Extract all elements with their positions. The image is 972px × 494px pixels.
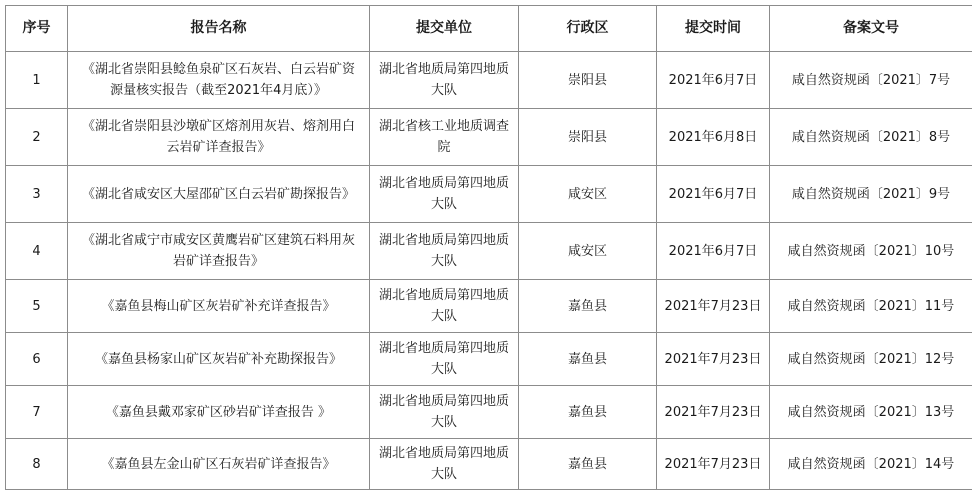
cell-seq: 5 (6, 280, 68, 333)
cell-submit-date: 2021年7月23日 (657, 439, 770, 490)
cell-seq: 3 (6, 166, 68, 223)
cell-filing-number: 咸自然资规函〔2021〕8号 (770, 109, 972, 166)
cell-filing-number: 咸自然资规函〔2021〕10号 (770, 223, 972, 280)
cell-filing-number: 咸自然资规函〔2021〕7号 (770, 52, 972, 109)
cell-submitting-unit: 湖北省地质局第四地质大队 (370, 223, 519, 280)
cell-seq: 7 (6, 386, 68, 439)
cell-report-name: 《嘉鱼县梅山矿区灰岩矿补充详查报告》 (68, 280, 370, 333)
cell-district: 崇阳县 (519, 109, 657, 166)
cell-submitting-unit: 湖北省核工业地质调查院 (370, 109, 519, 166)
cell-filing-number: 咸自然资规函〔2021〕11号 (770, 280, 972, 333)
table-header-row (6, 6, 972, 52)
cell-submit-date: 2021年6月7日 (657, 52, 770, 109)
cell-report-name: 《嘉鱼县戴邓家矿区砂岩矿详查报告 》 (68, 386, 370, 439)
cell-report-name: 《湖北省咸安区大屋邵矿区白云岩矿勘探报告》 (68, 166, 370, 223)
cell-filing-number: 咸自然资规函〔2021〕12号 (770, 333, 972, 386)
cell-submit-date: 2021年6月7日 (657, 166, 770, 223)
cell-submitting-unit: 湖北省地质局第四地质大队 (370, 280, 519, 333)
cell-district: 嘉鱼县 (519, 439, 657, 490)
cell-submitting-unit: 湖北省地质局第四地质大队 (370, 52, 519, 109)
cell-submitting-unit: 湖北省地质局第四地质大队 (370, 386, 519, 439)
cell-submit-date: 2021年7月23日 (657, 333, 770, 386)
cell-seq: 8 (6, 439, 68, 490)
cell-submitting-unit: 湖北省地质局第四地质大队 (370, 333, 519, 386)
cell-report-name: 《嘉鱼县左金山矿区石灰岩矿详查报告》 (68, 439, 370, 490)
header-submitting-unit: 提交单位 (370, 6, 519, 52)
cell-submit-date: 2021年7月23日 (657, 280, 770, 333)
cell-report-name: 《湖北省咸宁市咸安区黄鹰岩矿区建筑石料用灰岩矿详查报告》 (68, 223, 370, 280)
cell-submitting-unit: 湖北省地质局第四地质大队 (370, 439, 519, 490)
report-filing-table (5, 5, 972, 490)
cell-filing-number: 咸自然资规函〔2021〕9号 (770, 166, 972, 223)
cell-district: 咸安区 (519, 166, 657, 223)
cell-report-name: 《湖北省崇阳县沙墩矿区熔剂用灰岩、熔剂用白云岩矿详查报告》 (68, 109, 370, 166)
header-submit-date: 提交时间 (657, 6, 770, 52)
cell-seq: 4 (6, 223, 68, 280)
cell-submitting-unit: 湖北省地质局第四地质大队 (370, 166, 519, 223)
cell-district: 嘉鱼县 (519, 280, 657, 333)
cell-district: 咸安区 (519, 223, 657, 280)
table-row (6, 223, 972, 280)
table-row (6, 280, 972, 333)
table-row (6, 166, 972, 223)
table-row (6, 109, 972, 166)
cell-submit-date: 2021年7月23日 (657, 386, 770, 439)
cell-seq: 2 (6, 109, 68, 166)
cell-district: 崇阳县 (519, 52, 657, 109)
header-report-name: 报告名称 (68, 6, 370, 52)
cell-submit-date: 2021年6月7日 (657, 223, 770, 280)
cell-report-name: 《嘉鱼县杨家山矿区灰岩矿补充勘探报告》 (68, 333, 370, 386)
header-district: 行政区 (519, 6, 657, 52)
table-row (6, 386, 972, 439)
cell-district: 嘉鱼县 (519, 333, 657, 386)
cell-district: 嘉鱼县 (519, 386, 657, 439)
table-row (6, 52, 972, 109)
header-filing-number: 备案文号 (770, 6, 972, 52)
cell-filing-number: 咸自然资规函〔2021〕14号 (770, 439, 972, 490)
cell-submit-date: 2021年6月8日 (657, 109, 770, 166)
cell-seq: 1 (6, 52, 68, 109)
cell-filing-number: 咸自然资规函〔2021〕13号 (770, 386, 972, 439)
table-row (6, 333, 972, 386)
table-row (6, 439, 972, 490)
cell-report-name: 《湖北省崇阳县鲶鱼泉矿区石灰岩、白云岩矿资源量核实报告（截至2021年4月底）》 (68, 52, 370, 109)
header-seq: 序号 (6, 6, 68, 52)
cell-seq: 6 (6, 333, 68, 386)
